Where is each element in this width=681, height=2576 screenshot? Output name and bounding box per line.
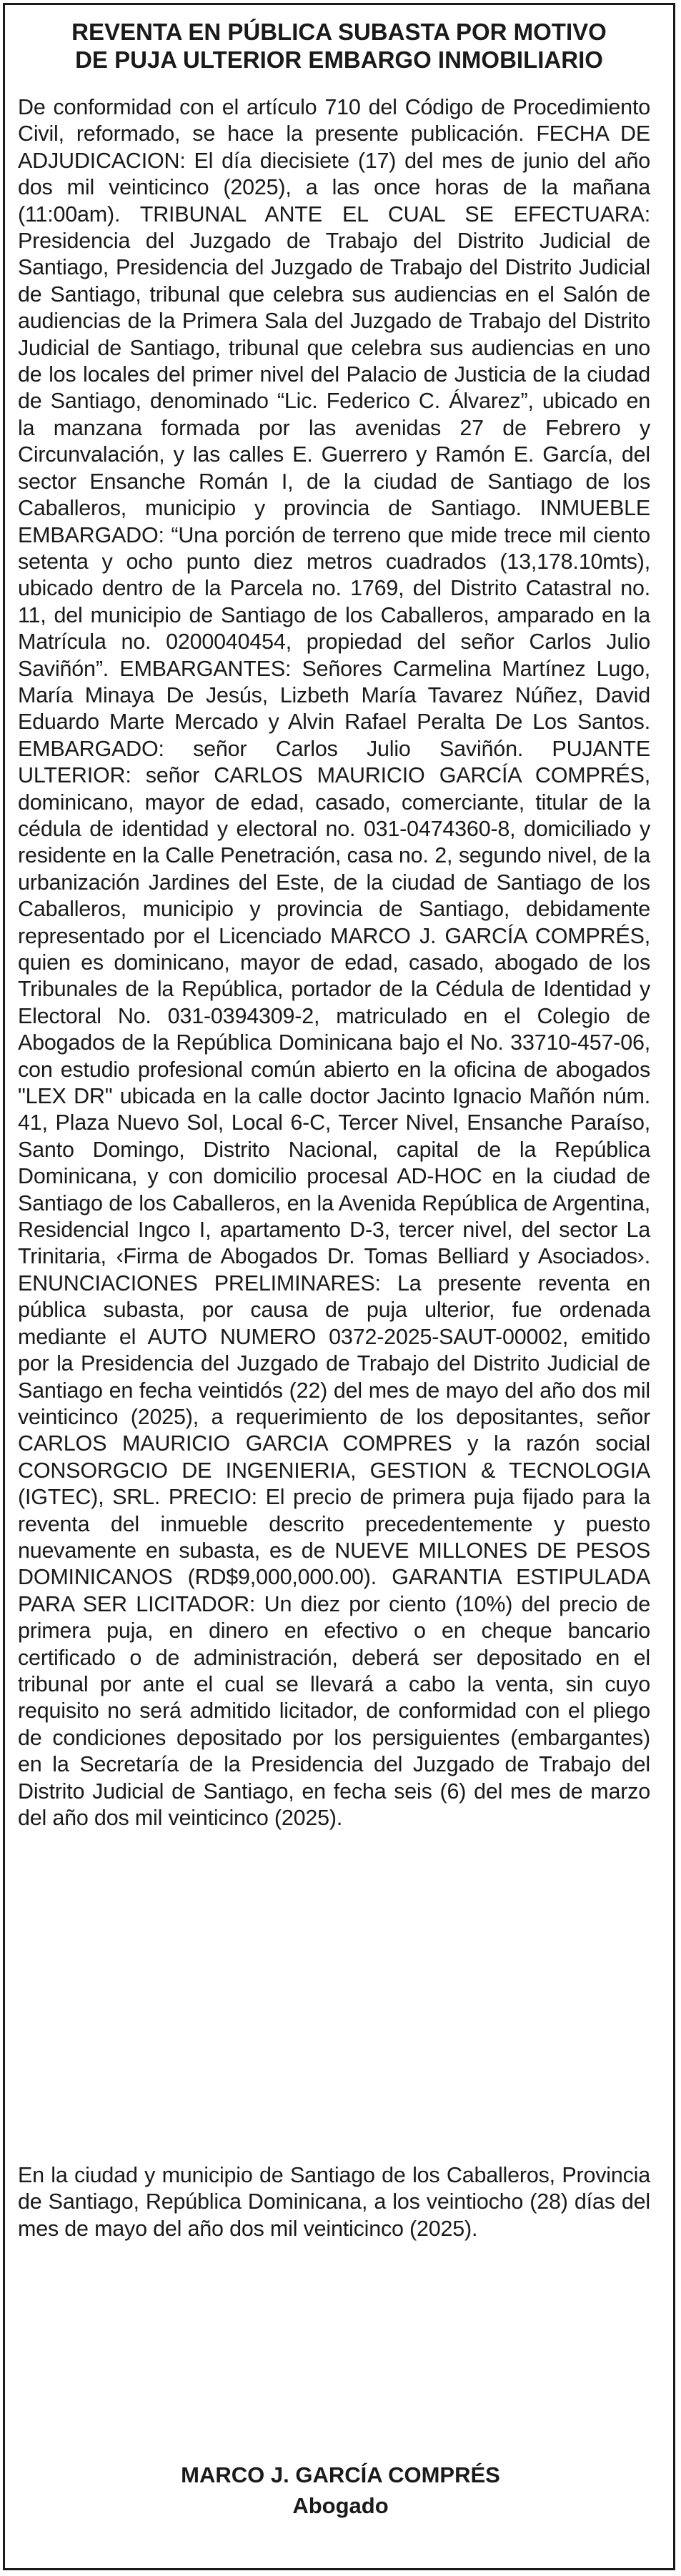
notice-title-line-1: REVENTA EN PÚBLICA SUBASTA POR MOTIVO xyxy=(71,19,607,45)
notice-title xyxy=(19,18,659,74)
notice-body-paragraph: De conformidad con el artículo 710 del Código de Procedimiento Civil, reformado, se hace la presente publicación. FECHA DE ADJUDICACION: El día diecisiete (17) del mes de junio del año dos mil veinticinco (2025), a las once horas de la mañana (11:00am). TRIBUNAL ANTE EL CUAL SE EFECTUARA: Presidencia del Juzgado de Trabajo del Distrito Judicial de Santiago, Presidencia del Juzgado de Trabajo del Distrito Judicial de Santiago, tribunal que celebra sus audiencias en el Salón de audiencias de la Primera Sala del Juzgado de Trabajo del Distrito Judicial de Santiago, tribunal que celebra sus audiencias en uno de los locales del primer nivel del Palacio de Justicia de la ciudad de Santiago, denominado “Lic. Federico C. Álvarez”, ubicado en la manzana formada por las avenidas 27 de Febrero y Circunvalación, y las calles E. Guerrero y Ramón E. García, del sector Ensanche Román I, de la ciudad de Santiago de los Caballeros, municipio y provincia de Santiago. INMUEBLE EMBARGADO: “Una porción de terreno que mide trece mil ciento setenta y ocho punto diez metros cuadrados (13,178.10mts), ubicado dentro de la Parcela no. 1769, del Distrito Catastral no. 11, del municipio de Santiago de los Caballeros, amparado en la Matrícula no. 0200040454, propiedad del señor Carlos Julio Saviñón”. EMBARGANTES: Señores Carmelina Martínez Lugo, María Minaya De Jesús, Lizbeth María Tavarez Núñez, David Eduardo Marte Mercado y Alvin Rafael Peralta De Los Santos. EMBARGADO: señor Carlos Julio Saviñón. PUJANTE ULTERIOR: señor CARLOS MAURICIO GARCÍA COMPRÉS, dominicano, mayor de edad, casado, comerciante, titular de la cédula de identidad y electoral no. 031-0474360-8, domiciliado y residente en la Calle Penetración, casa no. 2, segundo nivel, de la urbanización Jardines del Este, de la ciudad de Santiago de los Caballeros, municipio y provincia de Santiago, debidamente representado por el Licenciado MARCO J. GARCÍA COMPRÉS, quien es dominicano, mayor de edad, casado, abogado de los Tribunales de la República, portador de la Cédula de Identidad y Electoral No. 031-0394309-2, matriculado en el Colegio de Abogados de la República Dominicana bajo el No. 33710-457-06, con estudio profesional común abierto en la oficina de abogados "LEX DR" ubicada en la calle doctor Jacinto Ignacio Mañón núm. 41, Plaza Nuevo Sol, Local 6-C, Tercer Nivel, Ensanche Paraíso, Santo Domingo, Distrito Nacional, capital de la República Dominicana, y con domicilio procesal AD-HOC en la ciudad de Santiago de los Caballeros, en la Avenida República de Argentina, Residencial Ingco I, apartamento D-3, tercer nivel, del sector La Trinitaria, ‹Firma de Abogados Dr. Tomas Belliard y Asociados›. ENUNCIACIONES PRELIMINARES: La presente reventa en pública subasta, por causa de puja ulterior, fue ordenada mediante el AUTO NUMERO 0372-2025-SAUT-00002, emitido por la Presidencia del Juzgado de Trabajo del Distrito Judicial de Santiago en fecha veintidós (22) del mes de mayo del año dos mil veinticinco (2025), a requerimiento de los depositantes, señor CARLOS MAURICIO GARCIA COMPRES y la razón social CONSORGCIO DE INGENIERIA, GESTION & TECNOLOGIA (IGTEC), SRL. PRECIO: El precio de primera puja fijado para la reventa del inmueble descrito precedentemente y puesto nuevamente en subasta, es de NUEVE MILLONES DE PESOS DOMINICANOS (RD$9,000,000.00). GARANTIA ESTIPULADA PARA SER LICITADOR: Un diez por ciento (10%) del precio de primera puja, en dinero en efectivo o en cheque bancario certificado o de administración, deberá ser depositado en el tribunal por ante el cual se llevará a cabo la venta, sin cuyo requisito no será admitido licitador, de conformidad con el pliego de condiciones depositado por los persiguientes (embargantes) en la Secretaría de la Presidencia del Juzgado de Trabajo del Distrito Judicial de Santiago, en fecha seis (6) del mes de marzo del año dos mil veinticinco (2025). xyxy=(18,95,650,1830)
notice-title-line-2: DE PUJA ULTERIOR EMBARGO INMOBILIARIO xyxy=(75,46,603,73)
notice-closing-paragraph: En la ciudad y municipio de Santiago de los Caballeros, Provincia de Santiago, República Dominicana, a los veintiocho (28) días del mes de mayo del año dos mil veinticinco (2025). xyxy=(18,2163,650,2241)
signature-role: Abogado xyxy=(292,2493,389,2518)
signature-name: MARCO J. GARCÍA COMPRÉS xyxy=(181,2462,500,2487)
